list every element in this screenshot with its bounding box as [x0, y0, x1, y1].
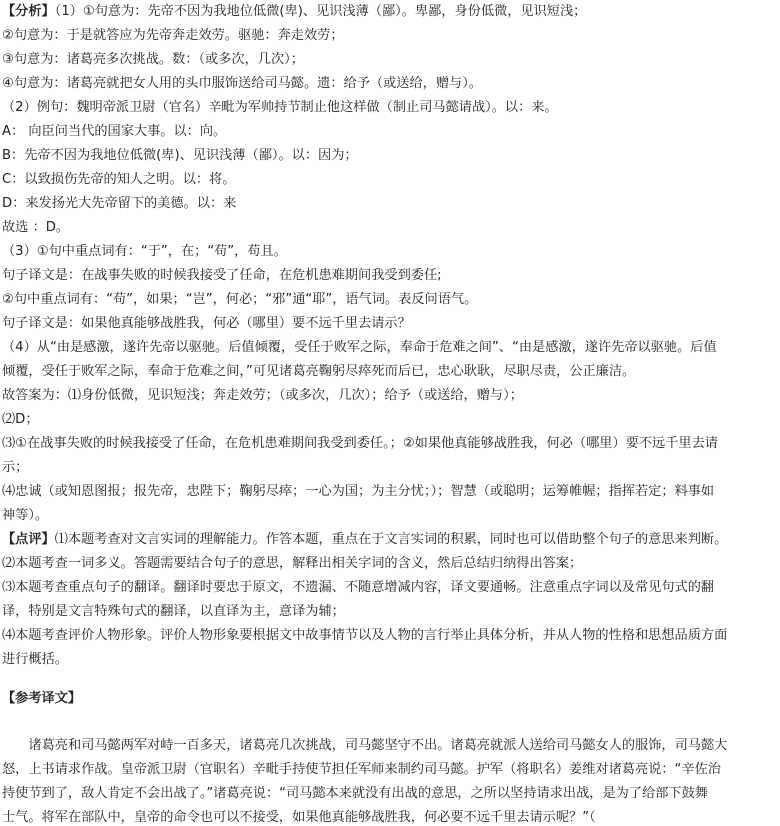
analysis-line: 倾覆，受任于败军之际，奉命于危难之间，”可见诸葛亮鞠躬尽瘁死而后已，忠心耿耿，尽职尽责，公正廉洁。	[2, 364, 636, 379]
analysis-line: （4）从“由是感激，遂许先帝以驱驰。后值倾覆，受任于败军之际，奉命于危难之间”、“由是感激，遂许先帝以驱驰。后值	[2, 340, 717, 355]
analysis-heading: 【分析】	[2, 4, 55, 19]
analysis-line: ③句意为：诸葛亮多次挑战。数：（或多次，几次）；	[2, 52, 304, 67]
analysis-line: （1）①句意为：先帝不因为我地位低微(卑)、见识浅薄（鄙）。卑鄙，身份低微，见识短浅；	[54, 4, 587, 19]
answer-line: 故答案为：⑴身份低微，见识短浅；奔走效劳；（或多次，几次）；给予（或送给，赠与）；	[2, 388, 523, 403]
comment-line: ⑶本题考查重点句子的翻译。翻译时要忠于原文，不遗漏、不随意增减内容，译文要通畅。注意重点字词以及常见句式的翻	[2, 580, 715, 595]
analysis-line: C：以致损伤先帝的知人之明。以：将。	[2, 172, 236, 187]
comment-line: ⑷本题考查评价人物形象。评价人物形象要根据文中故事情节以及人物的言行举止具体分析，并从人物的性格和思想品质方面	[2, 628, 728, 643]
translation-line: 持使节到了，敌人肯定不会出战了。”诸葛亮说：“司马懿本来就没有出战的意思，之所以坚持请求出战，是为了给部下鼓舞	[2, 786, 708, 801]
analysis-line: ②句中重点词有：“苟”，如果；“岂”，何必；“邪”通“耶”，语气词。表反问语气。	[2, 292, 478, 307]
analysis-line: 故选 ：D。	[2, 220, 70, 235]
analysis-line: （2）例句：魏明帝派卫尉（官名）辛毗为军帅持节制止他这样做（制止司马懿请战）。以：来。	[2, 100, 558, 115]
comment-line: ⑵本题考查一词多义。答题需要结合句子的意思，解释出相关字词的含义，然后总结归纳得出答案；	[2, 556, 583, 571]
answer-line: ⑶①在战事失败的时候我接受了任命，在危机患难期间我受到委任。；②如果他真能够战胜我，何必（哪里）要不远千里去请	[2, 436, 718, 451]
analysis-line: 句子译文是：如果他真能够战胜我，何必（哪里）要不远千里去请示？	[2, 316, 411, 331]
analysis-line: ④句意为：诸葛亮就把女人用的头巾服饰送给司马懿。遗：给予（或送给，赠与）。	[2, 76, 482, 91]
comment-line: 进行概括。	[2, 652, 68, 667]
translation-line: 诸葛亮和司马懿两军对峙一百多天，诸葛亮几次挑战，司马懿坚守不出。诸葛亮就派人送给司马懿女人的服饰，司马懿大	[28, 738, 728, 753]
comment-first-line	[2, 531, 776, 548]
translation-heading: 【参考译文】	[2, 691, 82, 706]
analysis-line: （3）①句中重点词有：“于”，在；“苟”，苟且。	[2, 244, 287, 259]
answer-line: ⑷忠诚（或知恩图报；报先帝，忠陛下；鞠躬尽瘁；一心为国；为主分忧；）；智慧（或聪明；运筹帷幄；指挥若定；料事如	[2, 484, 715, 499]
analysis-line: D：来发扬光大先帝留下的美德。以：来	[2, 196, 237, 211]
comment-heading: 【点评】	[2, 532, 55, 547]
analysis-first-line	[2, 3, 776, 20]
analysis-line: ②句意为：于是就答应为先帝奔走效劳。驱驰：奔走效劳；	[2, 28, 344, 43]
translation-line: 士气。将军在部队中，皇帝的命令也可以不接受，如果他真能够战胜我，何必要不远千里去请示呢？”（	[2, 810, 596, 825]
comment-line: ⑴本题考查对文言实词的理解能力。作答本题，重点在于文言实词的积累，同时也可以借助整个句子的意思来判断。	[54, 532, 728, 547]
analysis-line: 句子译文是：在战事失败的时候我接受了任命，在危机患难期间我受到委任;	[2, 268, 442, 283]
analysis-line: A： 向臣问当代的国家大事。以：向。	[2, 124, 227, 139]
comment-line: 译，特别是文言特殊句式的翻译，以直译为主，意译为辅；	[2, 604, 345, 619]
answer-line: 神等）。	[2, 508, 49, 523]
translation-line: 怒，上书请求作战。皇帝派卫尉（官职名）辛毗手持使节担任军师来制约司马懿。护军（将职名）姜维对诸葛亮说：“辛佐治	[2, 762, 721, 777]
answer-line: 示；	[2, 460, 29, 475]
analysis-line: B：先帝不因为我地位低微(卑)、见识浅薄（鄙）。以：因为；	[2, 148, 358, 163]
answer-line: ⑵D；	[2, 412, 39, 427]
